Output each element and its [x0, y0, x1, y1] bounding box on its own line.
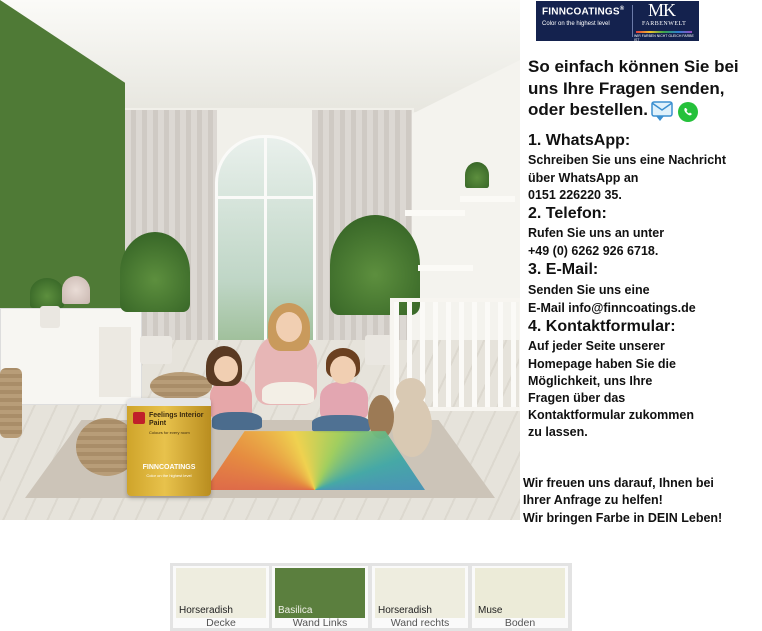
can-title: Feelings Interior Paint: [149, 412, 204, 427]
floor-plant-left: [120, 232, 190, 312]
heading-line: So einfach können Sie bei: [528, 57, 739, 76]
closing-line: Ihrer Anfrage zu helfen!: [523, 493, 663, 507]
tikkurila-logo-icon: [133, 412, 145, 424]
swatch-card[interactable]: [372, 566, 468, 628]
email-title: 3. E-Mail:: [528, 261, 599, 278]
basket: [0, 368, 22, 438]
swatch-card[interactable]: [472, 566, 568, 628]
shelf-plant: [465, 162, 489, 188]
email-address[interactable]: E-Mail info@finncoatings.de: [528, 301, 696, 315]
wall-shelf: [460, 196, 515, 202]
mail-icon: [650, 99, 674, 123]
heading-line: uns Ihre Fragen senden,: [528, 79, 725, 98]
wall-shelf: [405, 210, 465, 216]
kontaktformular-title: 4. Kontaktformular:: [528, 318, 676, 335]
plant: [30, 278, 64, 308]
email-line: Senden Sie uns eine: [528, 283, 650, 297]
can-subtitle: Colours for every room: [149, 430, 190, 435]
logo-divider: [632, 5, 633, 37]
swatch-card[interactable]: [173, 566, 269, 628]
logo-brand: FINNCOATINGS®: [542, 6, 625, 18]
kontaktformular-line: Homepage haben Sie die: [528, 357, 676, 371]
closing-line: Wir freuen uns darauf, Ihnen bei: [523, 476, 714, 490]
logo-tagline: Color on the highest level: [542, 21, 610, 27]
swatch-card[interactable]: [272, 566, 368, 628]
telefon-number[interactable]: +49 (0) 6262 926 6718.: [528, 244, 659, 258]
swatch-role: Wand Links: [292, 617, 348, 629]
swatch-name: Muse: [478, 605, 503, 616]
swatch-role: Boden: [504, 617, 536, 629]
wall-shelf: [418, 265, 473, 271]
kontaktformular-line: Auf jeder Seite unserer: [528, 339, 665, 353]
map: [262, 382, 314, 404]
swatch-role: Decke: [206, 617, 236, 629]
swatch-name: Horseradish: [179, 605, 233, 616]
whatsapp-title: 1. WhatsApp:: [528, 132, 631, 149]
brand-logo[interactable]: [536, 1, 699, 41]
kontaktformular-line: Kontaktformular zukommen: [528, 408, 694, 422]
heading-line: oder bestellen.: [528, 100, 648, 119]
whatsapp-line: Schreiben Sie uns eine Nachricht: [528, 153, 726, 167]
telefon-title: 2. Telefon:: [528, 205, 607, 222]
logo-mk-tag: WIR FARBEN NICHT GLEICH FARBE IST: [634, 34, 694, 42]
logo-mk: MK: [648, 0, 676, 20]
kontaktformular-line: Fragen über das: [528, 391, 626, 405]
swatch-role: Wand rechts: [390, 617, 450, 629]
whatsapp-line: über WhatsApp an: [528, 171, 639, 185]
kontaktformular-line: Möglichkeit, uns Ihre: [528, 374, 653, 388]
can-brand: FINNCOATINGS: [142, 464, 196, 471]
paint-can: [127, 398, 211, 496]
whatsapp-icon[interactable]: [678, 102, 698, 122]
can-brand-sub: Color on the highest level: [146, 473, 192, 478]
telefon-line: Rufen Sie uns an unter: [528, 226, 665, 240]
whatsapp-number[interactable]: 0151 226220 35.: [528, 188, 622, 202]
closing-line: Wir bringen Farbe in DEIN Leben!: [523, 511, 723, 525]
flower-plant: [62, 276, 90, 304]
kontaktformular-line: zu lassen.: [528, 425, 588, 439]
color-swatch-row: [170, 563, 572, 631]
swatch-name: Horseradish: [378, 605, 432, 616]
swatch-name: Basilica: [278, 605, 313, 616]
logo-farbenwelt: FARBENWELT: [642, 21, 687, 27]
logo-color-stripe: [636, 31, 692, 33]
pouf: [150, 372, 212, 400]
